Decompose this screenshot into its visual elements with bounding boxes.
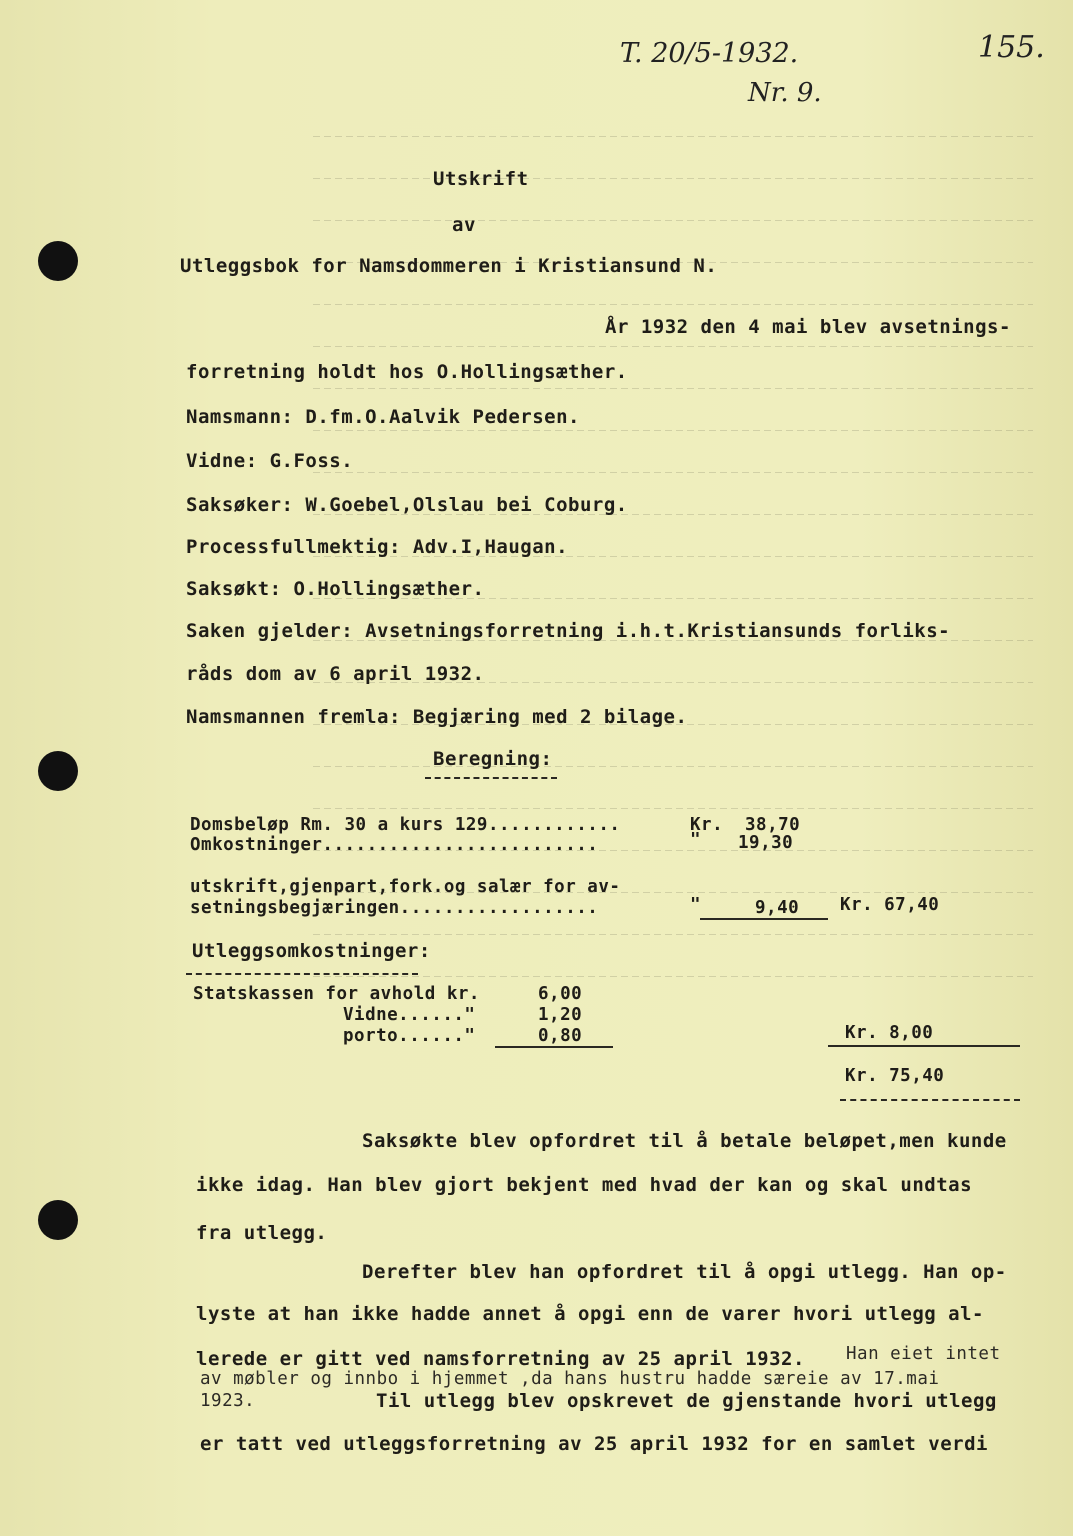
body-p2-line-3b: Han eiet intet — [846, 1344, 1001, 1364]
grand-total: Kr. 75,40 — [845, 1066, 945, 1086]
cost-row-label: Vidne......" — [343, 1005, 476, 1025]
calc-row-amount: 38,70 — [745, 815, 801, 835]
party-saksokt: Saksøkt: O.Hollingsæther. — [186, 578, 485, 600]
cost-row-amount: 1,20 — [538, 1005, 583, 1025]
party-saksoker: Saksøker: W.Goebel,Olslau bei Coburg. — [186, 494, 628, 516]
body-p2-line-4: av møbler og innbo i hjemmet ,da hans hustru hadde særeie av 17.mai — [200, 1369, 940, 1389]
body-p1-line-3: fra utlegg. — [196, 1222, 328, 1244]
grand-total-underline — [840, 1099, 1020, 1101]
calc-row-label: setningsbegjæringen.................. — [190, 898, 599, 918]
submitted-documents: Namsmannen fremla: Begjæring med 2 bilage. — [186, 706, 688, 728]
calc-row-total: Kr. 67,40 — [840, 895, 940, 915]
calc-row-label: Omkostninger......................... — [190, 835, 599, 855]
calc-row-prefix: Kr. — [690, 815, 724, 835]
costs-total: Kr. 8,00 — [845, 1023, 934, 1043]
punch-hole-bottom — [38, 1200, 78, 1240]
intro-line-1: År 1932 den 4 mai blev avsetnings- — [605, 316, 1011, 338]
body-p2-line-5a: 1923. — [200, 1391, 256, 1411]
costs-heading-underline — [186, 973, 418, 975]
bleed-through-text — [313, 110, 1033, 1010]
body-p2-line-6: er tatt ved utleggsforretning av 25 april 1932 for en samlet verdi — [200, 1433, 988, 1455]
handwritten-date: T. 20/5-1932. — [620, 38, 799, 69]
cost-row-amount: 0,80 — [538, 1026, 583, 1046]
calc-row-prefix: " — [690, 830, 702, 850]
title-av: av — [452, 214, 476, 236]
intro-line-2: forretning holdt hos O.Hollingsæther. — [186, 361, 628, 383]
costs-total-rule — [828, 1045, 1020, 1047]
calc-row-amount: 19,30 — [738, 833, 794, 853]
party-vidne: Vidne: G.Foss. — [186, 450, 354, 472]
subtotal-rule — [700, 918, 828, 920]
costs-rule — [495, 1046, 613, 1048]
costs-heading: Utleggsomkostninger: — [192, 940, 431, 962]
handwritten-page-number: 155. — [978, 30, 1045, 65]
party-processfullmektig: Processfullmektig: Adv.I,Haugan. — [186, 536, 569, 558]
body-p2-line-2: lyste at han ikke hadde annet å opgi enn de varer hvori utlegg al- — [196, 1303, 984, 1325]
body-p2-line-1: Derefter blev han opfordret til å opgi utlegg. Han op- — [362, 1261, 1007, 1283]
calculation-heading: Beregning: — [433, 748, 553, 770]
handwritten-case-number: Nr. 9. — [748, 78, 822, 108]
punch-hole-middle — [38, 751, 78, 791]
body-p2-line-5b: Til utlegg blev opskrevet de gjenstande hvori utlegg — [376, 1390, 997, 1412]
calc-row-prefix: " — [690, 895, 702, 915]
body-p1-line-2: ikke idag. Han blev gjort bekjent med hvad der kan og skal undtas — [196, 1174, 973, 1196]
subject-line-2: råds dom av 6 april 1932. — [186, 663, 485, 685]
calc-row-label: Domsbeløp Rm. 30 a kurs 129............ — [190, 815, 621, 835]
cost-row-label: porto......" — [343, 1026, 476, 1046]
subject-line-1: Saken gjelder: Avsetningsforretning i.h.t.Kristiansunds forliks- — [186, 620, 951, 642]
party-namsmann: Namsmann: D.fm.O.Aalvik Pedersen. — [186, 406, 580, 428]
body-p2-line-3a: lerede er gitt ved namsforretning av 25 april 1932. — [196, 1348, 805, 1370]
calc-row-amount: 9,40 — [755, 898, 800, 918]
heading-underline — [425, 777, 557, 779]
punch-hole-top — [38, 241, 78, 281]
title-utskrift: Utskrift — [433, 168, 529, 190]
cost-row-amount: 6,00 — [538, 984, 583, 1004]
title-book-name: Utleggsbok for Namsdommeren i Kristiansund N. — [180, 255, 718, 277]
body-p1-line-1: Saksøkte blev opfordret til å betale beløpet,men kunde — [362, 1130, 1007, 1152]
cost-row-label: Statskassen for avhold kr. — [193, 984, 480, 1004]
calc-row-label: utskrift,gjenpart,fork.og salær for av- — [190, 877, 621, 897]
